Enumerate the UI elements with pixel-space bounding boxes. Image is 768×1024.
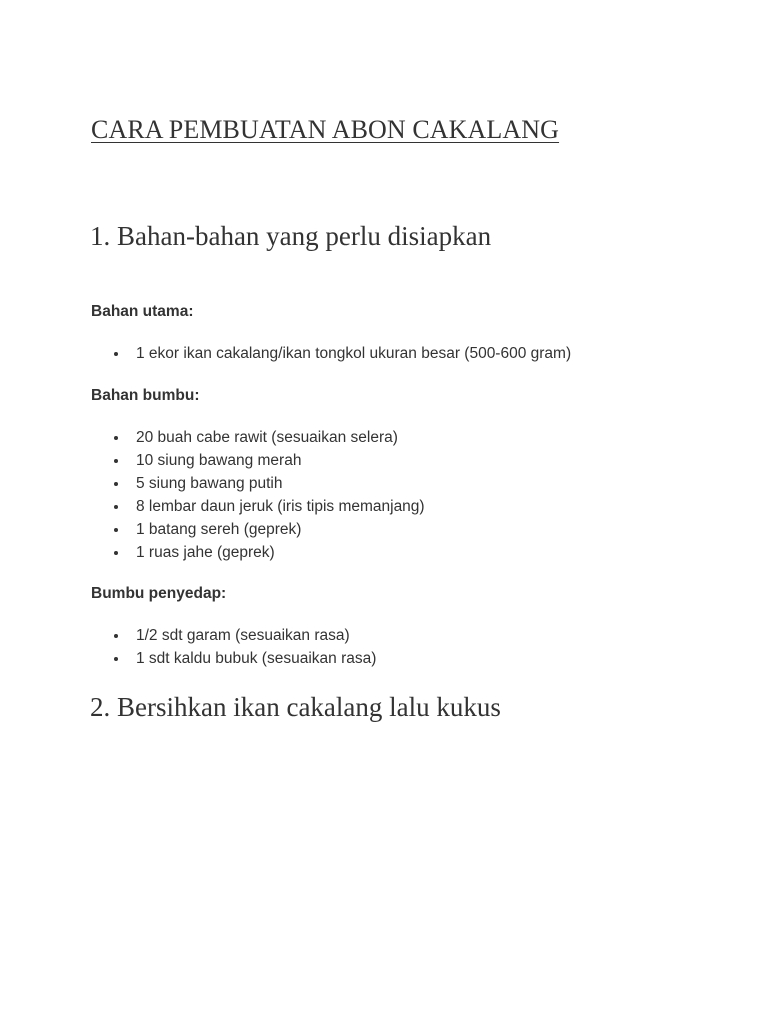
section-heading-cleaning: 2. Bersihkan ikan cakalang lalu kukus [90, 692, 501, 722]
list-item: 5 siung bawang putih [91, 472, 425, 495]
bullet-icon [114, 505, 118, 509]
bullet-icon [114, 551, 118, 555]
bullet-icon [114, 634, 118, 638]
list-item: 1 ruas jahe (geprek) [91, 541, 425, 564]
list-item: 20 buah cabe rawit (sesuaikan selera) [91, 426, 425, 449]
bahan-bumbu-list [91, 426, 425, 564]
list-item: 1 ekor ikan cakalang/ikan tongkol ukuran besar (500-600 gram) [91, 342, 571, 365]
section-heading-ingredients: 1. Bahan-bahan yang perlu disiapkan [90, 221, 492, 251]
list-item: 10 siung bawang merah [91, 449, 425, 472]
list-item: 1 sdt kaldu bubuk (sesuaikan rasa) [91, 647, 376, 670]
bullet-icon [114, 352, 118, 356]
list-item: 1 batang sereh (geprek) [91, 518, 425, 541]
bullet-icon [114, 657, 118, 661]
document-title: CARA PEMBUATAN ABON CAKALANG [91, 115, 560, 144]
bullet-icon [114, 482, 118, 486]
group-label-bahan-bumbu: Bahan bumbu: [91, 387, 200, 404]
bullet-icon [114, 459, 118, 463]
bahan-utama-list [91, 342, 571, 365]
bumbu-penyedap-list [91, 624, 376, 670]
bullet-icon [114, 436, 118, 440]
list-item: 1/2 sdt garam (sesuaikan rasa) [91, 624, 376, 647]
group-label-bumbu-penyedap: Bumbu penyedap: [91, 585, 227, 602]
bullet-icon [114, 528, 118, 532]
list-item: 8 lembar daun jeruk (iris tipis memanjang) [91, 495, 425, 518]
group-label-bahan-utama: Bahan utama: [91, 303, 194, 320]
